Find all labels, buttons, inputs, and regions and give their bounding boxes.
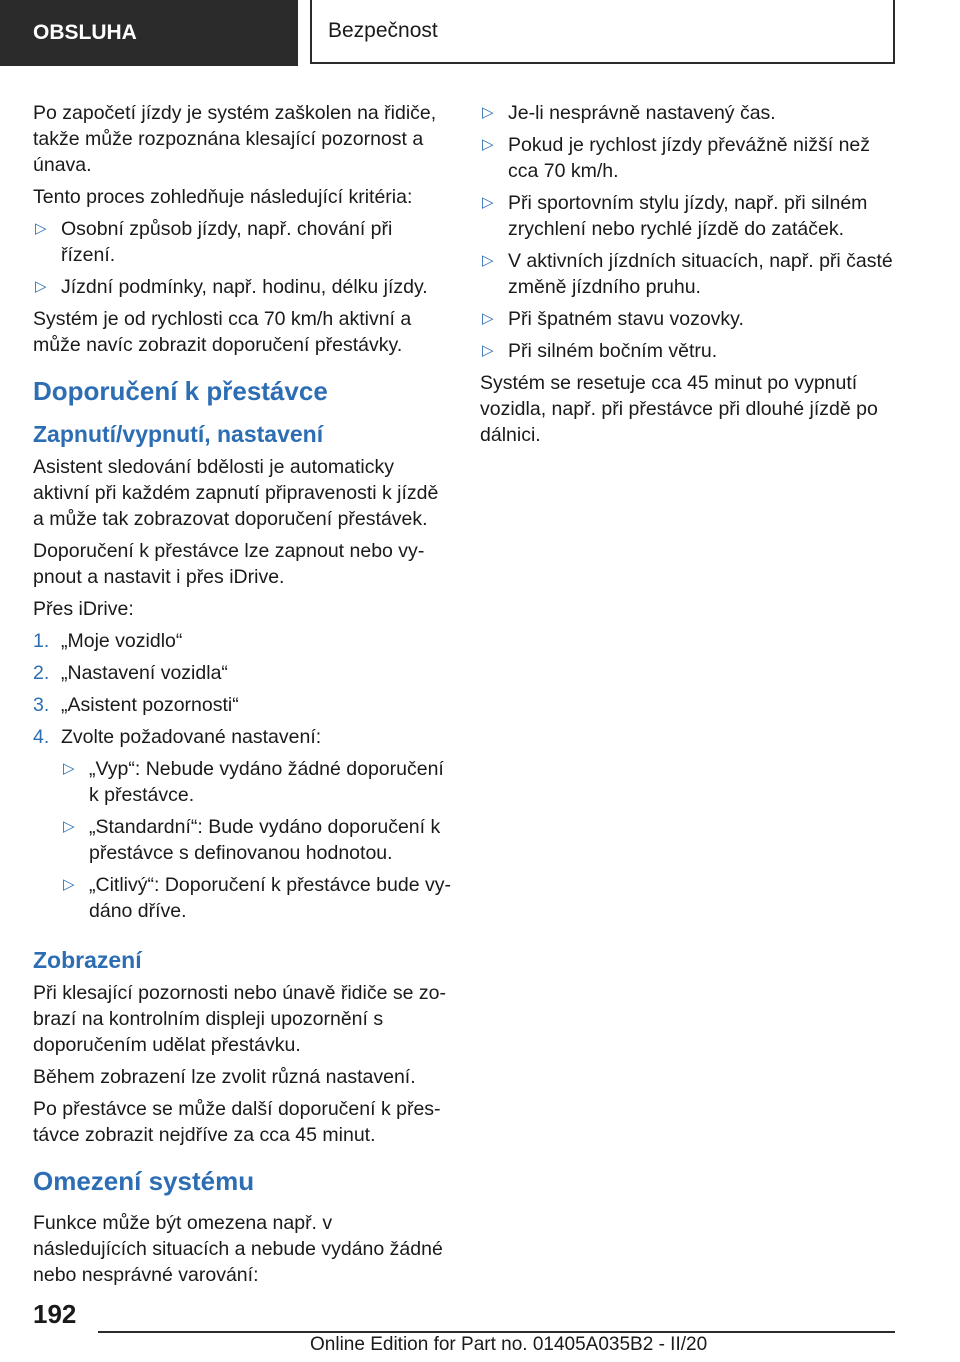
criteria-list bbox=[33, 216, 451, 300]
triangle-bullet-icon: ▷ bbox=[482, 194, 494, 211]
triangle-bullet-icon: ▷ bbox=[63, 760, 75, 777]
step-item: 2. „Nastavení vozidla“ bbox=[33, 662, 228, 684]
step-number: 4. bbox=[33, 726, 50, 748]
list-item: ▷ Je-li nesprávně nastavený čas. bbox=[482, 102, 776, 124]
list-item: ▷ „Standardní“: Bude vydáno doporučení k přestávce s definovanou hodnotou. bbox=[63, 816, 441, 864]
body-paragraph: Přes iDrive: bbox=[33, 598, 134, 620]
reset-paragraph: Systém se resetuje cca 45 minut po vypnutí vozidla, např. při přestávce při dlouhé jízdě po dálnici. bbox=[480, 372, 878, 446]
body-paragraph: Doporučení k přestávce lze zapnout nebo vypnout a nastavit i přes iDrive. bbox=[33, 540, 425, 588]
step-item: 4. Zvolte požadované nastavení: ▷ „Vyp“: Nebude vydáno žádné doporučení k přestávce. ▷ „Standardní“: Bude vydáno doporučení k přestávce s definovanou hodnotou. ▷ „Citlivý“: Doporučení k přestávce bude vydáno dříve. bbox=[33, 726, 451, 922]
list-item: ▷ Při silném bočním větru. bbox=[482, 340, 718, 362]
page-header bbox=[0, 0, 960, 66]
left-column bbox=[33, 100, 451, 1294]
triangle-bullet-icon: ▷ bbox=[482, 310, 494, 327]
list-item: ▷ „Vyp“: Nebude vydáno žádné doporučení k přestávce. bbox=[63, 758, 444, 806]
intro-paragraph: Systém je od rychlosti cca 70 km/h aktivní a může navíc zobrazit doporučení přestávky. bbox=[33, 308, 412, 356]
step-number: 2. bbox=[33, 662, 50, 684]
intro-paragraph: Tento proces zohledňuje následující kritéria: bbox=[33, 186, 413, 208]
heading-on-off-settings: Zapnutí/vypnutí, nastavení bbox=[33, 421, 324, 447]
step-item: 3. „Asistent pozornosti“ bbox=[33, 694, 239, 716]
triangle-bullet-icon: ▷ bbox=[63, 876, 75, 893]
triangle-bullet-icon: ▷ bbox=[482, 342, 494, 359]
page-number: 192 bbox=[33, 1299, 77, 1329]
list-item: ▷ „Citlivý“: Doporučení k přestávce bude vydáno dříve. bbox=[63, 874, 451, 922]
list-item: ▷ Osobní způsob jízdy, např. chování při řízení. bbox=[35, 218, 393, 266]
body-paragraph: Po přestávce se může další doporučení k přestávce zobrazit nejdříve za cca 45 minut. bbox=[33, 1098, 441, 1146]
heading-display: Zobrazení bbox=[33, 947, 142, 973]
list-item: ▷ Při špatném stavu vozovky. bbox=[482, 308, 744, 330]
step-number: 3. bbox=[33, 694, 50, 716]
setting-options-list bbox=[61, 756, 451, 924]
list-item: ▷ Pokud je rychlost jízdy převážně nižší než cca 70 km/h. bbox=[482, 134, 871, 182]
body-paragraph: Během zobrazení lze zvolit různá nastavení. bbox=[33, 1066, 416, 1088]
triangle-bullet-icon: ▷ bbox=[482, 104, 494, 121]
idrive-steps bbox=[33, 628, 451, 924]
section-tab: OBSLUHA bbox=[0, 0, 298, 66]
limitations-list bbox=[480, 100, 898, 364]
footer-divider bbox=[98, 1331, 895, 1333]
triangle-bullet-icon: ▷ bbox=[63, 818, 75, 835]
triangle-bullet-icon: ▷ bbox=[35, 278, 47, 295]
step-number: 1. bbox=[33, 630, 50, 652]
heading-break-recommendation: Doporučení k přestávce bbox=[33, 376, 328, 406]
heading-system-limits: Omezení systému bbox=[33, 1166, 255, 1196]
list-item: ▷ V aktivních jízdních situacích, např. při časté změně jízdního pruhu. bbox=[482, 250, 893, 298]
list-item: ▷ Jízdní podmínky, např. hodinu, délku jízdy. bbox=[35, 276, 428, 298]
step-item: 1. „Moje vozidlo“ bbox=[33, 630, 183, 652]
body-paragraph: Funkce může být omezena např. v následujících situacích a nebude vydáno žádné nebo nesprávné varování: bbox=[33, 1212, 443, 1286]
triangle-bullet-icon: ▷ bbox=[35, 220, 47, 237]
triangle-bullet-icon: ▷ bbox=[482, 252, 494, 269]
edition-text: Online Edition for Part no. 01405A035B2 - II/20 bbox=[310, 1334, 708, 1355]
body-paragraph: Při klesající pozornosti nebo únavě řidiče se zobrazí na kontrolním displeji upozornění s doporučením udělat přestávku. bbox=[33, 982, 446, 1056]
body-paragraph: Asistent sledování bdělosti je automaticky aktivní při každém zapnutí připravenosti k jízdě a může tak zobrazovat doporučení přestávek. bbox=[33, 456, 439, 530]
list-item: ▷ Při sportovním stylu jízdy, např. při silném zrychlení nebo rychlé jízdě do zatáček. bbox=[482, 192, 868, 240]
right-column bbox=[480, 100, 898, 454]
chapter-title: Bezpečnost bbox=[310, 0, 895, 64]
triangle-bullet-icon: ▷ bbox=[482, 136, 494, 153]
intro-paragraph: Po započetí jízdy je systém zaškolen na řidiče, takže může rozpoznána klesající pozornost a únava. bbox=[33, 102, 437, 176]
